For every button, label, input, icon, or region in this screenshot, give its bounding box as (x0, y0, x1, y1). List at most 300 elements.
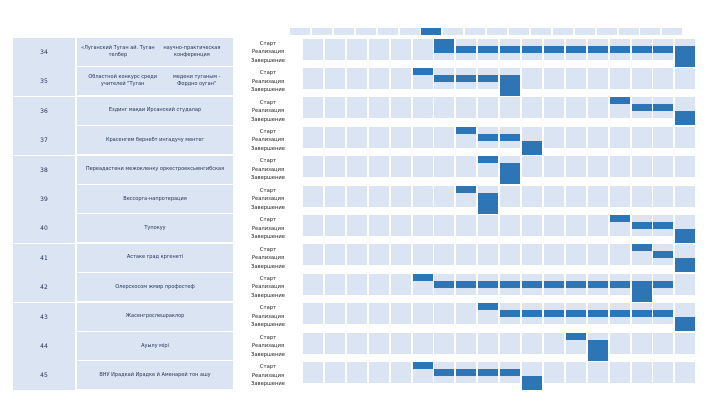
gantt-empty-cell (303, 82, 323, 89)
gantt-empty-cell (500, 186, 520, 193)
gantt-empty-cell (456, 215, 476, 222)
gantt-empty-cell (675, 222, 695, 229)
gantt-bar-segment (522, 141, 542, 155)
gantt-empty-cell (675, 97, 695, 104)
gantt-empty-cell (610, 369, 630, 376)
gantt-empty-cell (653, 274, 673, 281)
gantt-empty-cell (434, 303, 454, 310)
gantt-empty-cell (588, 156, 608, 163)
stage-label: Реализация (251, 49, 285, 56)
stage-label: Реализация (251, 313, 285, 320)
gantt-bar-segment (456, 46, 476, 53)
stage-label: Старт (259, 40, 277, 47)
gantt-empty-cell (303, 68, 323, 75)
gantt-empty-cell (303, 163, 323, 170)
gantt-empty-cell (478, 141, 498, 148)
stage-label: Старт (259, 187, 277, 194)
gantt-empty-cell (544, 347, 564, 354)
gantt-empty-cell (566, 53, 586, 60)
gantt-empty-cell (522, 75, 542, 82)
stage-label: Реализация (251, 284, 285, 291)
gantt-empty-cell (325, 244, 345, 251)
gantt-empty-cell (325, 376, 345, 383)
gantt-empty-cell (478, 376, 498, 383)
gantt-empty-cell (478, 274, 498, 281)
table-row (13, 156, 698, 185)
gantt-empty-cell (632, 127, 652, 134)
gantt-empty-cell (544, 376, 564, 383)
gantt-empty-cell (391, 347, 411, 354)
gantt-empty-cell (610, 141, 630, 148)
gantt-empty-cell (456, 288, 476, 295)
gantt-empty-cell (413, 215, 433, 222)
gantt-empty-cell (653, 156, 673, 163)
stage-label: Завершение (251, 116, 285, 123)
row-number: 44 (13, 332, 75, 362)
gantt-empty-cell (632, 362, 652, 369)
gantt-empty-cell (566, 127, 586, 134)
event-name (77, 332, 233, 361)
gantt-empty-cell (413, 53, 433, 60)
gantt-timeline (303, 332, 698, 361)
gantt-empty-cell (632, 111, 652, 118)
gantt-bar-segment (434, 39, 454, 46)
gantt-empty-cell (413, 156, 433, 163)
gantt-empty-cell (434, 317, 454, 324)
gantt-bar-segment (500, 369, 520, 376)
gantt-empty-cell (456, 274, 476, 281)
gantt-empty-cell (610, 104, 630, 111)
gantt-empty-cell (675, 215, 695, 222)
gantt-empty-cell (566, 186, 586, 193)
gantt-empty-cell (325, 303, 345, 310)
gantt-empty-cell (653, 170, 673, 177)
gantt-empty-cell (588, 317, 608, 324)
gantt-empty-cell (566, 288, 586, 295)
gantt-empty-cell (456, 310, 476, 317)
stage-label: Реализация (251, 372, 285, 379)
gantt-empty-cell (544, 170, 564, 177)
gantt-empty-cell (544, 111, 564, 118)
event-name-line: Переадастени межокленку оркестроек (85, 166, 191, 173)
gantt-empty-cell (610, 127, 630, 134)
stage-label: Старт (259, 99, 277, 106)
gantt-empty-cell (632, 39, 652, 46)
stage-label: Реализация (251, 108, 285, 115)
gantt-empty-cell (653, 200, 673, 207)
row-number: 38 (13, 156, 75, 186)
gantt-empty-cell (303, 215, 323, 222)
gantt-empty-cell (500, 156, 520, 163)
gantt-bar-segment (500, 75, 520, 82)
gantt-empty-cell (413, 75, 433, 82)
gantt-empty-cell (675, 362, 695, 369)
gantt-empty-cell (478, 111, 498, 118)
gantt-empty-cell (544, 340, 564, 347)
gantt-empty-cell (522, 274, 542, 281)
gantt-bar-segment (675, 111, 695, 125)
gantt-empty-cell (391, 97, 411, 104)
gantt-bar-segment (588, 46, 608, 53)
gantt-empty-cell (347, 163, 367, 170)
gantt-empty-cell (456, 303, 476, 310)
gantt-empty-cell (303, 104, 323, 111)
gantt-empty-cell (325, 68, 345, 75)
gantt-empty-cell (653, 288, 673, 295)
gantt-empty-cell (456, 317, 476, 324)
gantt-empty-cell (566, 75, 586, 82)
gantt-empty-cell (566, 362, 586, 369)
gantt-empty-cell (675, 310, 695, 317)
gantt-empty-cell (325, 200, 345, 207)
gantt-empty-cell (369, 141, 389, 148)
gantt-empty-cell (544, 97, 564, 104)
gantt-empty-cell (632, 200, 652, 207)
gantt-empty-cell (522, 68, 542, 75)
stage-labels (235, 303, 301, 332)
gantt-empty-cell (566, 244, 586, 251)
gantt-empty-cell (500, 244, 520, 251)
stage-label: Завершение (251, 381, 285, 388)
gantt-empty-cell (325, 347, 345, 354)
gantt-empty-cell (413, 46, 433, 53)
gantt-empty-cell (347, 75, 367, 82)
gantt-empty-cell (456, 53, 476, 60)
gantt-empty-cell (303, 274, 323, 281)
gantt-empty-cell (434, 274, 454, 281)
gantt-empty-cell (369, 53, 389, 60)
gantt-empty-cell (588, 303, 608, 310)
gantt-empty-cell (500, 97, 520, 104)
stage-label: Старт (259, 276, 277, 283)
gantt-empty-cell (675, 376, 695, 383)
gantt-timeline (303, 185, 698, 214)
stage-label: Реализация (251, 166, 285, 173)
gantt-bar-segment (632, 310, 652, 317)
gantt-empty-cell (391, 340, 411, 347)
gantt-empty-cell (434, 222, 454, 229)
table-row (13, 273, 698, 302)
gantt-bar-segment (413, 68, 433, 75)
gantt-empty-cell (632, 141, 652, 148)
gantt-bar-segment (500, 163, 520, 170)
gantt-bar-segment (434, 369, 454, 376)
gantt-bar-segment (478, 156, 498, 163)
gantt-empty-cell (544, 53, 564, 60)
gantt-empty-cell (675, 200, 695, 207)
gantt-empty-cell (653, 362, 673, 369)
gantt-empty-cell (434, 53, 454, 60)
gantt-empty-cell (566, 141, 586, 148)
gantt-empty-cell (544, 141, 564, 148)
stage-labels (235, 273, 301, 302)
gantt-empty-cell (391, 258, 411, 265)
gantt-bar-segment (434, 281, 454, 288)
gantt-empty-cell (675, 340, 695, 347)
gantt-empty-cell (675, 347, 695, 354)
gantt-empty-cell (303, 156, 323, 163)
gantt-empty-cell (500, 53, 520, 60)
gantt-empty-cell (325, 251, 345, 258)
gantt-empty-cell (325, 53, 345, 60)
gantt-empty-cell (522, 186, 542, 193)
gantt-empty-cell (632, 186, 652, 193)
gantt-empty-cell (653, 53, 673, 60)
gantt-bar-segment (653, 281, 673, 288)
gantt-empty-cell (675, 39, 695, 46)
gantt-empty-cell (566, 274, 586, 281)
gantt-empty-cell (347, 200, 367, 207)
gantt-bar-segment (632, 222, 652, 229)
gantt-empty-cell (522, 134, 542, 141)
gantt-bar-segment (653, 46, 673, 53)
gantt-bar-segment (500, 310, 520, 317)
gantt-empty-cell (391, 186, 411, 193)
gantt-empty-cell (500, 251, 520, 258)
row-number: 40 (13, 214, 75, 244)
gantt-empty-cell (325, 281, 345, 288)
gantt-empty-cell (500, 376, 520, 383)
gantt-empty-cell (456, 251, 476, 258)
gantt-empty-cell (566, 68, 586, 75)
gantt-empty-cell (347, 97, 367, 104)
gantt-empty-cell (303, 317, 323, 324)
stage-label: Старт (259, 305, 277, 312)
gantt-empty-cell (653, 111, 673, 118)
gantt-empty-cell (588, 104, 608, 111)
gantt-empty-cell (347, 134, 367, 141)
gantt-empty-cell (347, 104, 367, 111)
gantt-bar-segment (456, 369, 476, 376)
gantt-empty-cell (347, 68, 367, 75)
gantt-empty-cell (413, 39, 433, 46)
gantt-empty-cell (610, 244, 630, 251)
gantt-empty-cell (566, 97, 586, 104)
gantt-empty-cell (500, 274, 520, 281)
gantt-empty-cell (391, 317, 411, 324)
gantt-empty-cell (588, 163, 608, 170)
gantt-empty-cell (478, 288, 498, 295)
event-name (77, 156, 233, 185)
stage-labels (235, 214, 301, 243)
gantt-empty-cell (303, 333, 323, 340)
gantt-empty-cell (347, 215, 367, 222)
gantt-empty-cell (456, 258, 476, 265)
gantt-empty-cell (544, 317, 564, 324)
gantt-empty-cell (588, 274, 608, 281)
gantt-empty-cell (369, 82, 389, 89)
gantt-empty-cell (347, 39, 367, 46)
gantt-empty-cell (610, 222, 630, 229)
gantt-empty-cell (456, 340, 476, 347)
stage-label: Завершение (251, 351, 285, 358)
gantt-bar-segment (456, 127, 476, 134)
gantt-empty-cell (391, 170, 411, 177)
gantt-empty-cell (653, 193, 673, 200)
gantt-empty-cell (434, 163, 454, 170)
event-name-line: Жасенгрослешраклор (125, 313, 185, 320)
gantt-empty-cell (653, 186, 673, 193)
gantt-bar-segment (413, 362, 433, 369)
gantt-empty-cell (325, 163, 345, 170)
gantt-empty-cell (588, 362, 608, 369)
gantt-empty-cell (653, 244, 673, 251)
gantt-empty-cell (544, 163, 564, 170)
gantt-bar-segment (478, 75, 498, 82)
gantt-empty-cell (325, 156, 345, 163)
gantt-empty-cell (566, 251, 586, 258)
gantt-empty-cell (544, 244, 564, 251)
stage-label: Реализация (251, 137, 285, 144)
gantt-empty-cell (456, 68, 476, 75)
gantt-empty-cell (478, 222, 498, 229)
gantt-empty-cell (675, 274, 695, 281)
gantt-empty-cell (500, 68, 520, 75)
gantt-empty-cell (522, 258, 542, 265)
gantt-empty-cell (588, 127, 608, 134)
gantt-bar-segment (544, 310, 564, 317)
gantt-empty-cell (303, 53, 323, 60)
gantt-empty-cell (500, 317, 520, 324)
gantt-empty-cell (478, 347, 498, 354)
gantt-empty-cell (347, 347, 367, 354)
gantt-empty-cell (500, 222, 520, 229)
gantt-empty-cell (391, 288, 411, 295)
gantt-empty-cell (325, 111, 345, 118)
gantt-empty-cell (434, 170, 454, 177)
gantt-empty-cell (675, 281, 695, 288)
gantt-empty-cell (325, 340, 345, 347)
gantt-empty-cell (347, 258, 367, 265)
event-name (77, 214, 233, 243)
stage-label: Старт (259, 364, 277, 371)
gantt-empty-cell (434, 97, 454, 104)
gantt-empty-cell (500, 229, 520, 236)
gantt-empty-cell (434, 82, 454, 89)
gantt-empty-cell (347, 288, 367, 295)
gantt-empty-cell (522, 340, 542, 347)
stage-labels (235, 126, 301, 155)
gantt-empty-cell (478, 39, 498, 46)
gantt-empty-cell (434, 340, 454, 347)
gantt-empty-cell (325, 215, 345, 222)
gantt-empty-cell (632, 134, 652, 141)
gantt-empty-cell (500, 215, 520, 222)
gantt-empty-cell (369, 244, 389, 251)
gantt-empty-cell (456, 229, 476, 236)
gantt-empty-cell (632, 274, 652, 281)
gantt-empty-cell (588, 200, 608, 207)
gantt-empty-cell (566, 163, 586, 170)
gantt-empty-cell (610, 362, 630, 369)
gantt-empty-cell (522, 127, 542, 134)
gantt-empty-cell (369, 310, 389, 317)
gantt-empty-cell (522, 244, 542, 251)
gantt-empty-cell (478, 215, 498, 222)
gantt-empty-cell (632, 82, 652, 89)
gantt-empty-cell (478, 163, 498, 170)
gantt-empty-cell (610, 317, 630, 324)
gantt-empty-cell (522, 222, 542, 229)
gantt-empty-cell (500, 333, 520, 340)
stage-label: Реализация (251, 78, 285, 85)
gantt-empty-cell (413, 251, 433, 258)
gantt-empty-cell (544, 258, 564, 265)
gantt-empty-cell (522, 200, 542, 207)
gantt-empty-cell (566, 111, 586, 118)
gantt-empty-cell (610, 111, 630, 118)
gantt-empty-cell (456, 333, 476, 340)
table-row (13, 126, 698, 155)
gantt-empty-cell (434, 200, 454, 207)
gantt-bar-segment (478, 200, 498, 214)
gantt-empty-cell (478, 127, 498, 134)
gantt-timeline (303, 361, 698, 390)
gantt-empty-cell (413, 104, 433, 111)
gantt-empty-cell (456, 82, 476, 89)
gantt-empty-cell (456, 163, 476, 170)
gantt-bar-segment (675, 46, 695, 53)
gantt-bar-segment (478, 134, 498, 141)
gantt-empty-cell (478, 68, 498, 75)
row-number: 35 (13, 67, 75, 97)
gantt-empty-cell (478, 186, 498, 193)
gantt-bar-segment (500, 281, 520, 288)
gantt-bar-segment (544, 281, 564, 288)
event-name-line: научно-практическая конференция (163, 45, 221, 58)
gantt-empty-cell (413, 288, 433, 295)
gantt-empty-cell (325, 317, 345, 324)
gantt-empty-cell (456, 111, 476, 118)
gantt-empty-cell (456, 193, 476, 200)
gantt-empty-cell (566, 215, 586, 222)
gantt-empty-cell (632, 156, 652, 163)
gantt-empty-cell (588, 258, 608, 265)
event-name-line: Областной конкурс среди учителей "Туган (88, 74, 157, 88)
gantt-empty-cell (391, 229, 411, 236)
gantt-empty-cell (413, 340, 433, 347)
gantt-empty-cell (303, 134, 323, 141)
gantt-empty-cell (391, 281, 411, 288)
gantt-empty-cell (522, 82, 542, 89)
gantt-empty-cell (632, 258, 652, 265)
gantt-empty-cell (588, 229, 608, 236)
gantt-bar-segment (675, 53, 695, 67)
gantt-empty-cell (675, 75, 695, 82)
gantt-empty-cell (610, 82, 630, 89)
gantt-empty-cell (610, 170, 630, 177)
gantt-empty-cell (544, 127, 564, 134)
gantt-empty-cell (500, 193, 520, 200)
gantt-bar-segment (610, 97, 630, 104)
gantt-empty-cell (347, 251, 367, 258)
gantt-empty-cell (544, 68, 564, 75)
gantt-empty-cell (347, 170, 367, 177)
gantt-empty-cell (544, 333, 564, 340)
table-row (13, 185, 698, 214)
gantt-empty-cell (610, 340, 630, 347)
gantt-empty-cell (456, 39, 476, 46)
gantt-empty-cell (500, 340, 520, 347)
gantt-empty-cell (588, 141, 608, 148)
gantt-empty-cell (391, 193, 411, 200)
gantt-empty-cell (434, 362, 454, 369)
stage-label: Старт (259, 129, 277, 136)
gantt-bar-segment (478, 193, 498, 200)
gantt-empty-cell (632, 376, 652, 383)
gantt-empty-cell (303, 258, 323, 265)
gantt-empty-cell (610, 163, 630, 170)
